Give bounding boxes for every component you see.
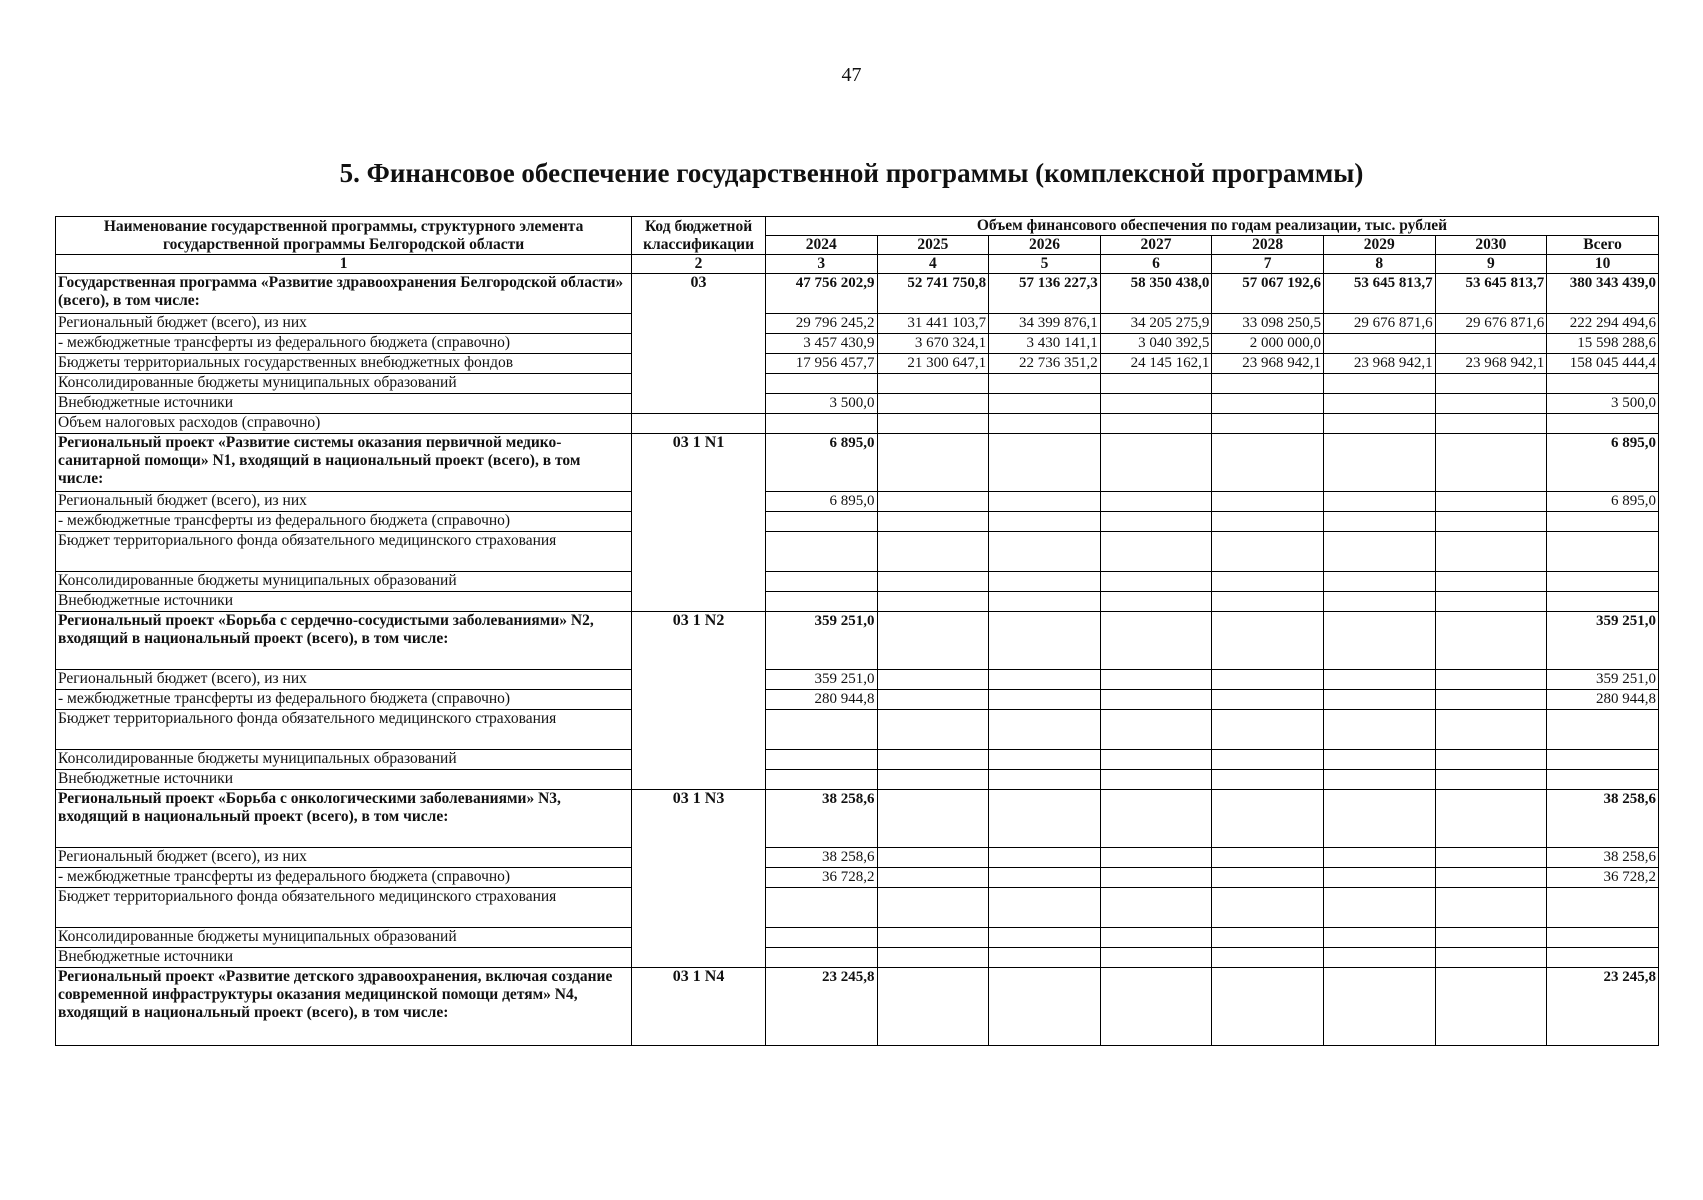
value-year: 38 258,6	[765, 790, 877, 848]
value-year: 280 944,8	[765, 690, 877, 710]
row-name: - межбюджетные трансферты из федерального бюджета (справочно)	[56, 868, 632, 888]
value-year: 34 399 876,1	[989, 314, 1101, 334]
row-name: Региональный проект «Борьба с онкологическими заболеваниями» N3, входящий в национальный проект (всего), в том числе:	[56, 790, 632, 848]
row-name: Бюджет территориального фонда обязательного медицинского страхования	[56, 888, 632, 928]
value-year	[1100, 434, 1212, 492]
value-year	[877, 710, 989, 750]
value-year	[1323, 770, 1435, 790]
value-year	[1323, 572, 1435, 592]
value-year	[765, 572, 877, 592]
value-year	[1212, 572, 1324, 592]
value-year: 21 300 647,1	[877, 354, 989, 374]
value-year: 23 245,8	[765, 968, 877, 1046]
header-row-1	[56, 217, 1659, 236]
value-year: 22 736 351,2	[989, 354, 1101, 374]
value-year	[1435, 968, 1547, 1046]
value-year	[1100, 750, 1212, 770]
row-name: Консолидированные бюджеты муниципальных образований	[56, 928, 632, 948]
value-year	[1212, 434, 1324, 492]
column-number: 5	[989, 255, 1101, 274]
value-year: 6 895,0	[765, 492, 877, 512]
value-total: 380 343 439,0	[1547, 274, 1659, 314]
header-total: Всего	[1547, 236, 1659, 255]
value-year	[1435, 374, 1547, 394]
value-year	[1323, 374, 1435, 394]
table-row	[56, 334, 1659, 354]
row-name: Внебюджетные источники	[56, 592, 632, 612]
value-year: 53 645 813,7	[1435, 274, 1547, 314]
row-name: Государственная программа «Развитие здравоохранения Белгородской области» (всего), в том числе:	[56, 274, 632, 314]
value-year	[765, 374, 877, 394]
value-year: 6 895,0	[765, 434, 877, 492]
value-year	[877, 928, 989, 948]
value-year	[765, 532, 877, 572]
column-number: 2	[632, 255, 766, 274]
column-number: 9	[1435, 255, 1547, 274]
value-year: 17 956 457,7	[765, 354, 877, 374]
value-year	[1323, 670, 1435, 690]
value-year	[1435, 414, 1547, 434]
value-year	[989, 374, 1101, 394]
value-year	[989, 750, 1101, 770]
value-year	[1212, 968, 1324, 1046]
value-year	[765, 512, 877, 532]
page-title: 5. Финансовое обеспечение государственной программы (комплексной программы)	[339, 158, 1364, 188]
value-year: 359 251,0	[765, 612, 877, 670]
value-year	[989, 670, 1101, 690]
value-total	[1547, 770, 1659, 790]
value-year	[989, 848, 1101, 868]
value-year: 359 251,0	[765, 670, 877, 690]
row-name: Бюджеты территориальных государственных внебюджетных фондов	[56, 354, 632, 374]
value-total	[1547, 532, 1659, 572]
value-year	[1100, 374, 1212, 394]
value-year	[877, 572, 989, 592]
header-year: 2025	[877, 236, 989, 255]
value-total	[1547, 592, 1659, 612]
value-year	[765, 888, 877, 928]
column-number: 6	[1100, 255, 1212, 274]
value-year: 29 676 871,6	[1323, 314, 1435, 334]
value-year	[989, 612, 1101, 670]
value-year: 3 457 430,9	[765, 334, 877, 354]
value-year	[1435, 948, 1547, 968]
value-year	[1212, 690, 1324, 710]
value-year	[1323, 334, 1435, 354]
financing-table	[55, 216, 1659, 1046]
value-year: 38 258,6	[765, 848, 877, 868]
value-year	[1100, 710, 1212, 750]
value-year	[1212, 414, 1324, 434]
table-row	[56, 868, 1659, 888]
value-year	[1212, 790, 1324, 848]
value-year	[1212, 948, 1324, 968]
value-year	[1435, 334, 1547, 354]
value-year	[1323, 848, 1435, 868]
value-total	[1547, 414, 1659, 434]
value-year	[765, 948, 877, 968]
budget-code: 03 1 N2	[632, 612, 766, 790]
value-year	[989, 394, 1101, 414]
value-total	[1547, 512, 1659, 532]
row-name: Региональный бюджет (всего), из них	[56, 492, 632, 512]
value-year	[1323, 434, 1435, 492]
table-row	[56, 948, 1659, 968]
value-year	[765, 592, 877, 612]
table-row	[56, 968, 1659, 1046]
value-year	[1435, 790, 1547, 848]
value-year: 3 670 324,1	[877, 334, 989, 354]
row-name: Региональный проект «Развитие детского здравоохранения, включая создание современной инфраструктуры оказания медицинской помощи детям» N4, входящий в национальный проект (всего), в том числе:	[56, 968, 632, 1046]
value-year	[877, 770, 989, 790]
value-year	[1435, 492, 1547, 512]
table-row	[56, 434, 1659, 492]
table-row	[56, 274, 1659, 314]
column-number: 7	[1212, 255, 1324, 274]
row-name: Бюджет территориального фонда обязательного медицинского страхования	[56, 532, 632, 572]
header-row-col-numbers	[56, 255, 1659, 274]
value-year	[1435, 592, 1547, 612]
value-year	[1100, 512, 1212, 532]
value-year	[877, 394, 989, 414]
value-total	[1547, 572, 1659, 592]
value-year	[1323, 492, 1435, 512]
value-year: 29 676 871,6	[1435, 314, 1547, 334]
value-total	[1547, 888, 1659, 928]
value-year	[989, 770, 1101, 790]
value-total: 3 500,0	[1547, 394, 1659, 414]
value-year	[989, 710, 1101, 750]
value-year	[1323, 710, 1435, 750]
value-year	[765, 414, 877, 434]
value-total: 38 258,6	[1547, 790, 1659, 848]
value-year	[1323, 414, 1435, 434]
value-year: 3 430 141,1	[989, 334, 1101, 354]
value-year	[765, 710, 877, 750]
table-row	[56, 592, 1659, 612]
row-name: - межбюджетные трансферты из федерального бюджета (справочно)	[56, 512, 632, 532]
value-year	[1323, 750, 1435, 770]
value-year	[1100, 670, 1212, 690]
value-year	[1100, 790, 1212, 848]
value-year: 36 728,2	[765, 868, 877, 888]
page-number: 47	[841, 64, 862, 86]
value-year	[1212, 492, 1324, 512]
value-year	[765, 770, 877, 790]
value-year: 31 441 103,7	[877, 314, 989, 334]
row-name: Консолидированные бюджеты муниципальных образований	[56, 750, 632, 770]
row-name: Объем налоговых расходов (справочно)	[56, 414, 632, 434]
value-year: 23 968 942,1	[1435, 354, 1547, 374]
value-year	[1435, 612, 1547, 670]
value-year	[877, 670, 989, 690]
value-year	[989, 888, 1101, 928]
value-year	[1212, 512, 1324, 532]
value-year	[1100, 532, 1212, 572]
value-year: 58 350 438,0	[1100, 274, 1212, 314]
value-year	[989, 532, 1101, 572]
value-year	[1212, 928, 1324, 948]
column-number: 8	[1323, 255, 1435, 274]
value-year	[1100, 612, 1212, 670]
value-year	[877, 790, 989, 848]
budget-code: 03 1 N4	[632, 968, 766, 1046]
value-year: 57 136 227,3	[989, 274, 1101, 314]
value-year	[1323, 690, 1435, 710]
table-row	[56, 532, 1659, 572]
value-year	[989, 492, 1101, 512]
column-number: 4	[877, 255, 989, 274]
table-row	[56, 394, 1659, 414]
row-name: Внебюджетные источники	[56, 770, 632, 790]
table-row	[56, 670, 1659, 690]
value-year: 53 645 813,7	[1323, 274, 1435, 314]
value-year	[989, 592, 1101, 612]
value-year	[1435, 928, 1547, 948]
value-year: 52 741 750,8	[877, 274, 989, 314]
value-year	[1100, 968, 1212, 1046]
value-year	[765, 928, 877, 948]
value-year	[877, 948, 989, 968]
row-name: Внебюджетные источники	[56, 394, 632, 414]
value-year	[877, 888, 989, 928]
value-total: 23 245,8	[1547, 968, 1659, 1046]
value-year	[1212, 394, 1324, 414]
value-year	[1100, 948, 1212, 968]
value-year	[989, 414, 1101, 434]
value-year	[1323, 790, 1435, 848]
value-total: 6 895,0	[1547, 434, 1659, 492]
value-year	[1212, 868, 1324, 888]
value-year	[1212, 592, 1324, 612]
value-year	[1212, 888, 1324, 928]
value-year	[877, 492, 989, 512]
value-year	[877, 532, 989, 572]
row-name: Региональный проект «Борьба с сердечно-сосудистыми заболеваниями» N2, входящий в национальный проект (всего), в том числе:	[56, 612, 632, 670]
table-row	[56, 572, 1659, 592]
value-total: 158 045 444,4	[1547, 354, 1659, 374]
header-name-column: Наименование государственной программы, структурного элемента государственной программы Белгородской области	[56, 217, 632, 255]
value-year	[989, 968, 1101, 1046]
value-total: 6 895,0	[1547, 492, 1659, 512]
value-year	[877, 848, 989, 868]
value-year	[1435, 868, 1547, 888]
table-row	[56, 374, 1659, 394]
value-year	[1323, 512, 1435, 532]
value-year	[1212, 670, 1324, 690]
value-year	[1323, 888, 1435, 928]
value-year	[1435, 532, 1547, 572]
value-year	[1435, 710, 1547, 750]
table-row	[56, 512, 1659, 532]
row-name: - межбюджетные трансферты из федерального бюджета (справочно)	[56, 334, 632, 354]
value-year: 47 756 202,9	[765, 274, 877, 314]
budget-code	[632, 414, 766, 434]
value-year: 23 968 942,1	[1323, 354, 1435, 374]
value-year	[989, 928, 1101, 948]
value-total	[1547, 928, 1659, 948]
table-row	[56, 888, 1659, 928]
value-year	[877, 968, 989, 1046]
value-year	[1435, 670, 1547, 690]
header-year: 2026	[989, 236, 1101, 255]
value-total: 15 598 288,6	[1547, 334, 1659, 354]
row-name: Региональный бюджет (всего), из них	[56, 848, 632, 868]
value-year	[1323, 612, 1435, 670]
header-volume-group: Объем финансового обеспечения по годам реализации, тыс. рублей	[765, 217, 1658, 236]
table-row	[56, 612, 1659, 670]
table-row	[56, 770, 1659, 790]
value-year	[1212, 612, 1324, 670]
value-year	[877, 612, 989, 670]
row-name: Внебюджетные источники	[56, 948, 632, 968]
value-year	[1100, 394, 1212, 414]
header-year: 2024	[765, 236, 877, 255]
value-year	[989, 572, 1101, 592]
value-year	[877, 690, 989, 710]
header-year: 2029	[1323, 236, 1435, 255]
value-total	[1547, 710, 1659, 750]
value-year	[877, 434, 989, 492]
value-year	[1100, 868, 1212, 888]
table-row	[56, 314, 1659, 334]
header-year: 2027	[1100, 236, 1212, 255]
value-total: 280 944,8	[1547, 690, 1659, 710]
value-year	[1100, 848, 1212, 868]
value-year	[989, 690, 1101, 710]
value-total	[1547, 374, 1659, 394]
value-year	[1100, 414, 1212, 434]
value-year	[989, 868, 1101, 888]
value-year: 23 968 942,1	[1212, 354, 1324, 374]
value-year	[1212, 770, 1324, 790]
row-name: - межбюджетные трансферты из федерального бюджета (справочно)	[56, 690, 632, 710]
value-year	[1100, 492, 1212, 512]
value-year	[1212, 848, 1324, 868]
value-year	[1212, 532, 1324, 572]
value-year	[989, 948, 1101, 968]
table-row	[56, 354, 1659, 374]
value-year	[1435, 750, 1547, 770]
row-name: Региональный бюджет (всего), из них	[56, 314, 632, 334]
value-year: 3 500,0	[765, 394, 877, 414]
value-year	[765, 750, 877, 770]
value-total: 359 251,0	[1547, 670, 1659, 690]
value-total: 222 294 494,6	[1547, 314, 1659, 334]
table-row	[56, 492, 1659, 512]
value-year	[877, 512, 989, 532]
budget-code: 03	[632, 274, 766, 414]
value-year: 2 000 000,0	[1212, 334, 1324, 354]
value-year: 24 145 162,1	[1100, 354, 1212, 374]
value-total: 38 258,6	[1547, 848, 1659, 868]
value-year	[1323, 394, 1435, 414]
value-year	[1323, 868, 1435, 888]
budget-code: 03 1 N3	[632, 790, 766, 968]
column-number: 10	[1547, 255, 1659, 274]
table-row	[56, 750, 1659, 770]
value-year: 3 040 392,5	[1100, 334, 1212, 354]
value-year	[1100, 690, 1212, 710]
value-year: 34 205 275,9	[1100, 314, 1212, 334]
value-year	[1435, 572, 1547, 592]
value-year	[1100, 888, 1212, 928]
value-year	[877, 868, 989, 888]
value-year	[877, 414, 989, 434]
value-year	[1435, 848, 1547, 868]
value-year: 33 098 250,5	[1212, 314, 1324, 334]
row-name: Консолидированные бюджеты муниципальных образований	[56, 374, 632, 394]
value-total: 36 728,2	[1547, 868, 1659, 888]
value-year	[1212, 710, 1324, 750]
column-number: 3	[765, 255, 877, 274]
value-year	[877, 374, 989, 394]
value-year	[1100, 572, 1212, 592]
value-year	[989, 790, 1101, 848]
table-row	[56, 414, 1659, 434]
header-code-column: Код бюджетной классификации	[632, 217, 766, 255]
value-total	[1547, 750, 1659, 770]
value-year	[877, 750, 989, 770]
value-year	[1100, 770, 1212, 790]
column-number: 1	[56, 255, 632, 274]
row-name: Консолидированные бюджеты муниципальных образований	[56, 572, 632, 592]
value-total: 359 251,0	[1547, 612, 1659, 670]
header-year: 2030	[1435, 236, 1547, 255]
value-year	[1323, 592, 1435, 612]
value-total	[1547, 948, 1659, 968]
value-year	[1100, 592, 1212, 612]
value-year	[1435, 394, 1547, 414]
table-body	[56, 274, 1659, 1046]
value-year	[1212, 750, 1324, 770]
row-name: Региональный бюджет (всего), из них	[56, 670, 632, 690]
header-year: 2028	[1212, 236, 1324, 255]
value-year	[1323, 532, 1435, 572]
table-row	[56, 848, 1659, 868]
value-year	[1435, 770, 1547, 790]
value-year	[989, 434, 1101, 492]
value-year	[1323, 928, 1435, 948]
row-name: Бюджет территориального фонда обязательного медицинского страхования	[56, 710, 632, 750]
value-year	[1435, 434, 1547, 492]
value-year	[1323, 948, 1435, 968]
table-row	[56, 790, 1659, 848]
value-year: 29 796 245,2	[765, 314, 877, 334]
value-year	[1100, 928, 1212, 948]
table-row	[56, 690, 1659, 710]
value-year	[1435, 690, 1547, 710]
value-year: 57 067 192,6	[1212, 274, 1324, 314]
value-year	[1323, 968, 1435, 1046]
table-row	[56, 710, 1659, 750]
value-year	[1435, 512, 1547, 532]
value-year	[877, 592, 989, 612]
budget-code: 03 1 N1	[632, 434, 766, 612]
value-year	[989, 512, 1101, 532]
value-year	[1435, 888, 1547, 928]
row-name: Региональный проект «Развитие системы оказания первичной медико-санитарной помощи» N1, входящий в национальный проект (всего), в том числе:	[56, 434, 632, 492]
table-row	[56, 928, 1659, 948]
value-year	[1212, 374, 1324, 394]
